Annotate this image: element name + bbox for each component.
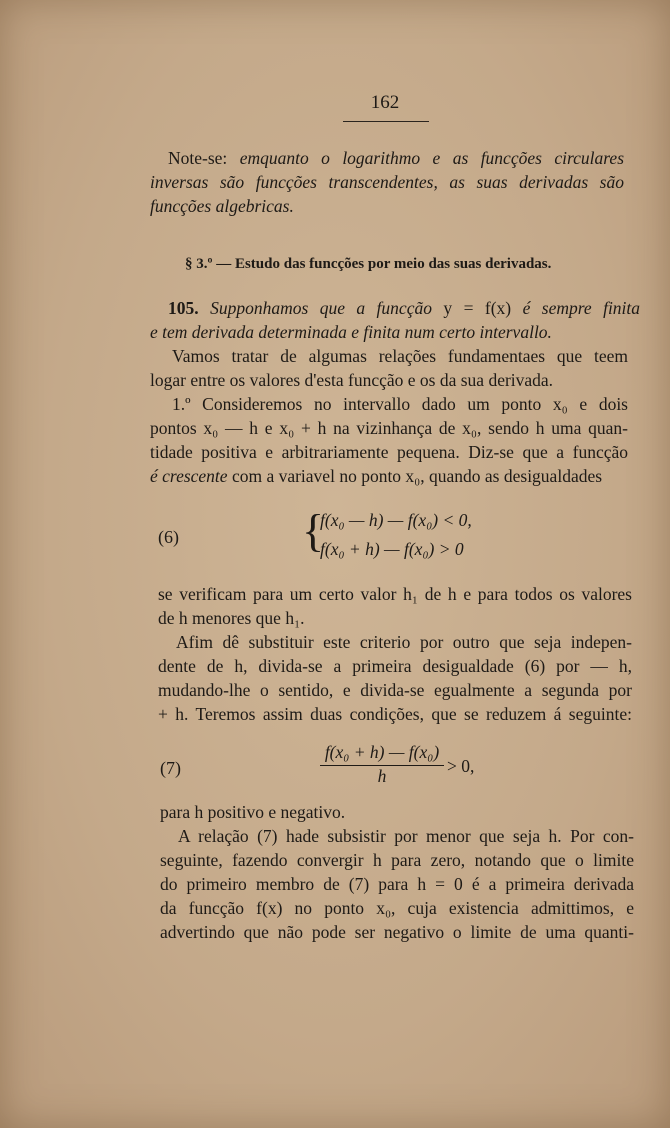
note-line-3: funcções algebricas. [150, 196, 294, 216]
eq-6-row-2: f(x₀ + h) — f(x₀) > 0 [320, 539, 464, 559]
para-1-line-4-rest: com a variavel no ponto x₀, quando as desigualdades [231, 466, 603, 486]
para-105-line-2: e tem derivada determinada e finita num certo intervallo. [150, 322, 552, 342]
para-relacao-line-3: do primeiro membro de (7) para h = 0 é a primeira derivada [160, 874, 634, 894]
para-relacao-line-4: da funcção f(x) no ponto x₀, cuja existencia admittimos, e [160, 898, 634, 918]
para-afim-line-4: + h. Teremos assim duas condições, que se reduzem á seguinte: [158, 704, 632, 724]
eq-7-denominator: h [377, 766, 387, 786]
para-afim-line-3: mudando-lhe o sentido, e divida-se egualmente a segunda por [158, 680, 632, 700]
para-vamos-line-1: Vamos tratar de algumas relações fundamentaes que teem [172, 346, 628, 366]
eq-7-rhs: > 0, [447, 756, 475, 776]
para-relacao-line-5: advertindo que não pode ser negativo o limite de uma quanti- [160, 922, 634, 942]
para-se-line-1: se verificam para um certo valor h₁ de h e para todos os valores [158, 584, 632, 604]
para-vamos-line-2: logar entre os valores d'esta funcção e os da sua derivada. [150, 370, 554, 390]
para-105-formula: y = f(x) [443, 298, 512, 318]
eq-6-label: (6) [158, 527, 179, 547]
para-relacao-line-1: A relação (7) hade subsistir por menor que seja h. Por con- [178, 826, 634, 846]
para-105-number: 105. [168, 298, 199, 318]
para-1-crescente: é crescente [150, 466, 228, 486]
para-105-italic-a: Supponhamos que a funcção [210, 298, 432, 318]
section-heading: § 3.º — Estudo das funcções por meio das suas derivadas. [185, 256, 552, 272]
eq-6-brace: { [302, 505, 325, 556]
para-afim-line-2: dente de h, divida-se a primeira desigualdade (6) por — h, [158, 656, 632, 676]
eq-7-label: (7) [160, 758, 181, 778]
para-1-line-3: tidade positiva e arbitrariamente pequena. Diz-se que a funcção [150, 442, 628, 462]
para-1-line-1: 1.º Consideremos no intervallo dado um ponto x₀ e dois [172, 394, 628, 414]
page-number: 162 [370, 92, 400, 113]
eq-7-numerator: f(x₀ + h) — f(x₀) [324, 742, 440, 762]
eq-6-row-1: f(x₀ — h) — f(x₀) < 0, [320, 510, 472, 530]
note-line-2: inversas são funcções transcendentes, as suas derivadas são [150, 172, 624, 192]
para-105-italic-b: é sempre finita [522, 298, 641, 318]
para-relacao-line-2: seguinte, fazendo convergir h para zero, notando que o limite [160, 850, 634, 870]
para-105-line-1 [168, 298, 640, 319]
header-rule [343, 121, 429, 122]
note-text-1: emquanto o logarithmo e as funcções circulares [239, 148, 624, 168]
note-line-1 [168, 148, 624, 169]
para-1-line-4 [150, 466, 602, 487]
para-para-line-1: para h positivo e negativo. [160, 802, 346, 822]
para-1-line-2: pontos x₀ — h e x₀ + h na vizinhança de x₀, sendo h uma quan- [150, 418, 628, 438]
note-lead: Note-se: [168, 148, 228, 168]
para-se-line-2: de h menores que h₁. [158, 608, 305, 628]
para-afim-line-1: Afim dê substituir este criterio por outro que seja indepen- [176, 632, 632, 652]
